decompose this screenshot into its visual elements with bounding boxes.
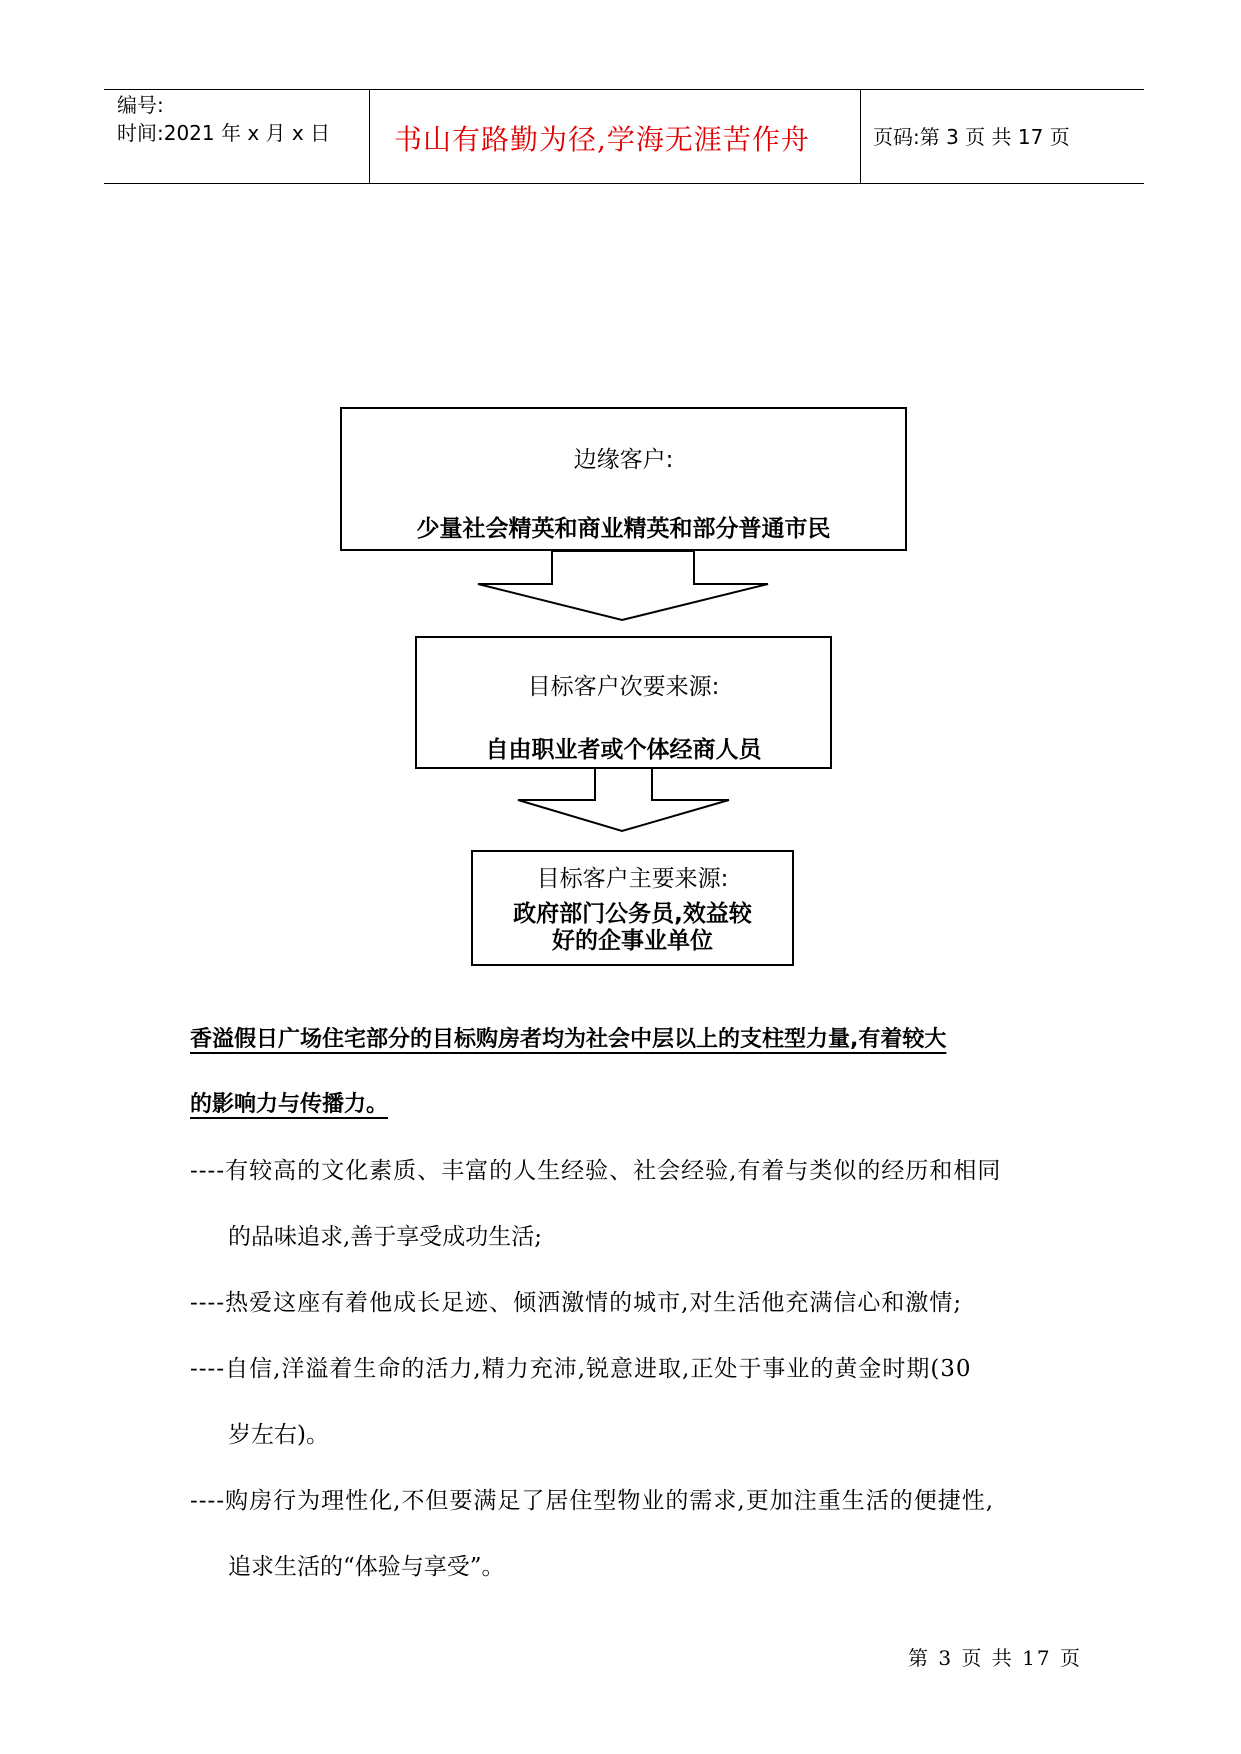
header-number-label: 编号: (117, 93, 164, 117)
flow-box-primary-value-line2: 好的企事业单位 (552, 928, 713, 954)
flow-box-primary-value-line1: 政府部门公务员,效益较 (513, 901, 752, 927)
list-item-1-line1: ----有较高的文化素质、丰富的人生经验、社会经验,有着与类似的经历和相同 (190, 1158, 1002, 1184)
flow-box-primary-source (471, 850, 794, 966)
flow-box-primary-label: 目标客户主要来源: (536, 866, 729, 892)
list-item-4-line2: 追求生活的“体验与享受”。 (228, 1554, 505, 1580)
body-heading-line1: 香溢假日广场住宅部分的目标购房者均为社会中层以上的支柱型力量,有着较大 (190, 1027, 947, 1052)
header-divider-right (860, 89, 861, 183)
header-bottom-rule (104, 183, 1144, 184)
flow-box-secondary-source (415, 636, 832, 769)
list-item-2-line1: ----热爱这座有着他成长足迹、倾洒激情的城市,对生活他充满信心和激情; (190, 1290, 963, 1316)
header-top-rule (104, 89, 1144, 90)
body-heading-line2: 的影响力与传播力。 (190, 1092, 389, 1117)
list-item-3-line1: ----自信,洋溢着生命的活力,精力充沛,锐意进取,正处于事业的黄金时期(30 (190, 1356, 972, 1382)
list-item-4-line1: ----购房行为理性化,不但要满足了居住型物业的需求,更加注重生活的便捷性, (190, 1488, 995, 1514)
header-motto: 书山有路勤为径,学海无涯苦作舟 (394, 123, 810, 156)
header-time-label: 时间:2021 年 x 月 x 日 (117, 121, 331, 145)
flow-box-marginal-customers (340, 407, 907, 551)
flow-box-marginal-value: 少量社会精英和商业精英和部分普通市民 (416, 516, 831, 542)
footer-page-number: 第 3 页 共 17 页 (908, 1646, 1082, 1670)
flow-box-secondary-label: 目标客户次要来源: (527, 674, 720, 700)
flow-box-secondary-value: 自由职业者或个体经商人员 (485, 737, 762, 763)
flow-box-marginal-label: 边缘客户: (573, 447, 674, 473)
list-item-3-line2: 岁左右)。 (228, 1422, 329, 1448)
list-item-1-line2: 的品味追求,善于享受成功生活; (228, 1224, 543, 1250)
header-page-label: 页码:第 3 页 共 17 页 (873, 125, 1070, 149)
header-divider-left (369, 89, 370, 183)
